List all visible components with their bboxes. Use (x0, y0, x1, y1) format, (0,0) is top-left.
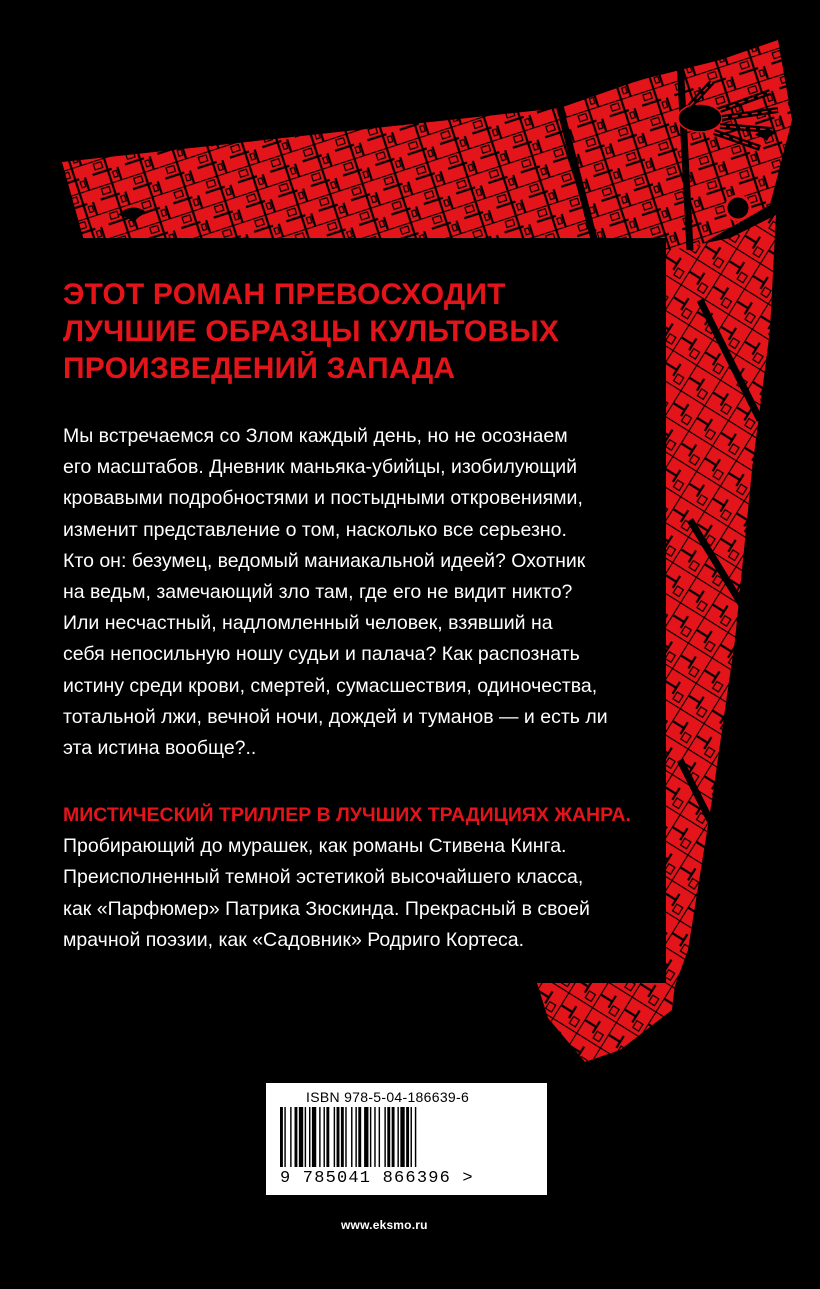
barcode-bar (387, 1107, 390, 1167)
barcode-bar (379, 1107, 380, 1167)
barcode-bar (299, 1107, 303, 1167)
publisher-url[interactable]: www.eksmo.ru (341, 1218, 428, 1232)
barcode-bar (309, 1107, 310, 1167)
barcode-bar (364, 1107, 368, 1167)
synopsis-line: Кто он: безумец, ведомый маниакальной идеей? Охотник (63, 549, 586, 572)
barcode-bar (358, 1107, 361, 1167)
barcode-bar (384, 1107, 385, 1167)
synopsis-line: себя непосильную ношу судьи и палача? Как распознать (63, 643, 580, 666)
barcode-bar (400, 1107, 404, 1167)
promo-line: мрачной поэзии, как «Садовник» Родриго Кортеса. (63, 928, 525, 951)
isbn-label: ISBN 978-5-04-186639-6 (306, 1089, 470, 1105)
barcode-bar (326, 1107, 329, 1167)
barcode-bar (415, 1107, 416, 1167)
promo-lead: МИСТИЧЕСКИЙ ТРИЛЛЕР В ЛУЧШИХ ТРАДИЦИЯХ ЖАНРА. (63, 804, 631, 826)
barcode-bar (312, 1107, 316, 1167)
synopsis-line: кровавыми подробностями и постыдными откровениями, (63, 487, 583, 510)
map-wedge-bottom (536, 975, 676, 1062)
map-plaza (726, 196, 750, 220)
barcode-bar (351, 1107, 352, 1167)
barcode-bar (319, 1107, 320, 1167)
barcode-bar (374, 1107, 375, 1167)
barcode-bar (280, 1107, 283, 1167)
promo-block (63, 800, 653, 956)
barcode-image (280, 1107, 534, 1169)
headline-line: ПРОИЗВЕДЕНИЙ ЗАПАДА (63, 352, 456, 385)
barcode-bar (370, 1107, 371, 1167)
headline (63, 276, 663, 387)
synopsis-line: его масштабов. Дневник маньяка-убийцы, изобилующий (63, 456, 578, 479)
barcode-box (266, 1083, 547, 1195)
promo-line: Преисполненный темной эстетикой высочайшего класса, (63, 866, 584, 889)
barcode-bar (397, 1107, 398, 1167)
barcode-bar (334, 1107, 335, 1167)
synopsis (63, 421, 653, 764)
synopsis-line: тотальной лжи, вечной ночи, дождей и туманов — и есть ли (63, 705, 608, 728)
barcode-bar (392, 1107, 395, 1167)
barcode-bar (337, 1107, 340, 1167)
barcode-bar (345, 1107, 346, 1167)
synopsis-line: эта истина вообще?.. (63, 737, 257, 760)
synopsis-line: истину среди крови, смертей, сумасшествия, одиночества, (63, 674, 598, 697)
barcode-bar (284, 1107, 285, 1167)
barcode-bar (411, 1107, 412, 1167)
synopsis-line: на ведьм, замечающий зло там, где его не видит никто? (63, 581, 573, 604)
barcode-bar (295, 1107, 298, 1167)
synopsis-line: Или несчастный, надломленный человек, взявший на (63, 612, 553, 635)
barcode-bar (355, 1107, 356, 1167)
headline-line: ЭТОТ РОМАН ПРЕВОСХОДИТ (63, 278, 506, 311)
promo-line: Пробирающий до мурашек, как романы Стивена Кинга. (63, 835, 567, 858)
barcode-bar (290, 1107, 291, 1167)
headline-line: ЛУЧШИЕ ОБРАЗЦЫ КУЛЬТОВЫХ (63, 315, 560, 348)
barcode-bar (305, 1107, 306, 1167)
barcode-digits: 9 785041 866396 > (280, 1169, 474, 1188)
synopsis-line: Мы встречаемся со Злом каждый день, но не осознаем (63, 425, 568, 447)
barcode-bar (406, 1107, 409, 1167)
synopsis-line: изменит представление о том, насколько все серьезно. (63, 518, 567, 541)
barcode-bar (341, 1107, 344, 1167)
barcode-bar (324, 1107, 325, 1167)
promo-line: как «Парфюмер» Патрика Зюскинда. Прекрасный в своей (63, 897, 590, 920)
